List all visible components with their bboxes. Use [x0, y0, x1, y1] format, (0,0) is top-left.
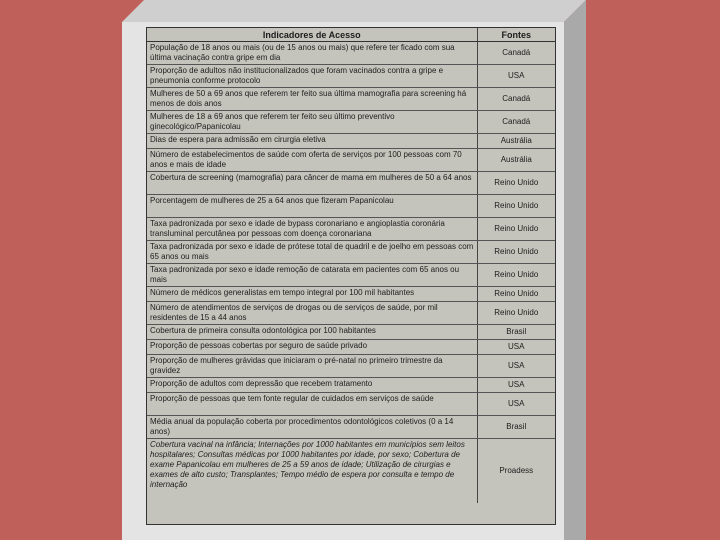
indicator-cell: Taxa padronizada por sexo e idade remoção de catarata em pacientes com 65 anos ou mais	[147, 264, 477, 287]
table-row	[147, 134, 555, 149]
table-row	[147, 149, 555, 172]
source-cell: Austrália	[477, 134, 555, 149]
table-row	[147, 416, 555, 439]
indicator-cell: Proporção de adultos com depressão que recebem tratamento	[147, 378, 477, 393]
table-row	[147, 378, 555, 393]
source-cell: Proadess	[477, 439, 555, 504]
table-row	[147, 241, 555, 264]
indicator-cell: Dias de espera para admissão em cirurgia eletiva	[147, 134, 477, 149]
frame-top-face	[122, 0, 586, 22]
table-row	[147, 172, 555, 195]
indicator-cell: População de 18 anos ou mais (ou de 15 anos ou mais) que refere ter ficado com sua última vacinação contra gripe em dia	[147, 42, 477, 65]
indicators-table	[147, 28, 555, 503]
source-cell: Canadá	[477, 88, 555, 111]
source-cell: USA	[477, 378, 555, 393]
source-cell: USA	[477, 340, 555, 355]
indicator-cell: Cobertura vacinal na infância; Internações por 1000 habitantes em municípios sem leitos hospitalares; Consultas médicas por 1000 habitantes por idade, por sexo; Cobertura de exame Papanicolau em mulheres de 25 a 59 anos de idade; Utilização de cirurgias e exames de alto custo; Transplantes; Tempo médio de espera por consulta e tempo de internação	[150, 440, 465, 489]
source-cell: Brasil	[477, 325, 555, 340]
table-row	[147, 393, 555, 416]
table-row	[147, 111, 555, 134]
indicator-cell: Número de médicos generalistas em tempo integral por 100 mil habitantes	[147, 287, 477, 302]
indicator-cell: Proporção de mulheres grávidas que iniciaram o pré-natal no primeiro trimestre da gravidez	[147, 355, 477, 378]
indicator-cell: Proporção de pessoas cobertas por seguro de saúde privado	[147, 340, 477, 355]
indicator-cell: Taxa padronizada por sexo e idade de bypass coronariano e angioplastia coronária transluminal percutânea por pessoas com doença coronariana	[147, 218, 477, 241]
source-cell: Reino Unido	[477, 172, 555, 195]
table-row	[147, 65, 555, 88]
source-cell: Canadá	[477, 42, 555, 65]
indicator-cell: Cobertura de screening (mamografia) para câncer de mama em mulheres de 50 a 64 anos	[147, 172, 477, 195]
source-cell: Reino Unido	[477, 241, 555, 264]
table-row	[147, 439, 555, 504]
indicator-cell: Cobertura de primeira consulta odontológica por 100 habitantes	[147, 325, 477, 340]
source-cell: Reino Unido	[477, 287, 555, 302]
frame-side-face	[564, 0, 586, 540]
slide-frame	[122, 0, 586, 540]
table-row	[147, 218, 555, 241]
table-row	[147, 302, 555, 325]
table-row	[147, 264, 555, 287]
indicator-cell: Proporção de adultos não institucionalizados que foram vacinados contra a gripe e pneumonia conforme protocolo	[147, 65, 477, 88]
indicator-cell: Porcentagem de mulheres de 25 a 64 anos que fizeram Papanicolau	[147, 195, 477, 218]
source-cell: Reino Unido	[477, 195, 555, 218]
indicator-cell: Mulheres de 18 a 69 anos que referem ter feito seu último preventivo ginecológico/Papanicolau	[147, 111, 477, 134]
source-cell: Canadá	[477, 111, 555, 134]
table-row	[147, 287, 555, 302]
indicators-table-sheet	[146, 27, 556, 525]
source-cell: USA	[477, 65, 555, 88]
table-row	[147, 195, 555, 218]
table-row	[147, 340, 555, 355]
source-cell: USA	[477, 355, 555, 378]
table-row	[147, 325, 555, 340]
table-row	[147, 42, 555, 65]
table-header-row	[147, 28, 555, 42]
indicator-cell: Proporção de pessoas que tem fonte regular de cuidados em serviços de saúde	[147, 393, 477, 416]
header-sources: Fontes	[477, 28, 555, 42]
source-cell: Reino Unido	[477, 264, 555, 287]
source-cell: Brasil	[477, 416, 555, 439]
source-cell: Reino Unido	[477, 218, 555, 241]
table-row	[147, 88, 555, 111]
indicator-cell: Média anual da população coberta por procedimentos odontológicos coletivos (0 a 14 anos)	[147, 416, 477, 439]
indicator-cell: Número de atendimentos de serviços de drogas ou de serviços de saúde, por mil residentes de 15 a 44 anos	[147, 302, 477, 325]
header-indicators: Indicadores de Acesso	[147, 28, 477, 42]
indicator-cell: Taxa padronizada por sexo e idade de prótese total de quadril e de joelho em pessoas com 65 anos ou mais	[147, 241, 477, 264]
source-cell: Reino Unido	[477, 302, 555, 325]
indicator-cell: Mulheres de 50 a 69 anos que referem ter feito sua última mamografia para screening há menos de dois anos	[147, 88, 477, 111]
frame-front-face	[122, 22, 564, 540]
source-cell: USA	[477, 393, 555, 416]
table-row	[147, 355, 555, 378]
source-cell: Austrália	[477, 149, 555, 172]
indicator-cell: Número de estabelecimentos de saúde com oferta de serviços por 100 pessoas com 70 anos e mais de idade	[147, 149, 477, 172]
